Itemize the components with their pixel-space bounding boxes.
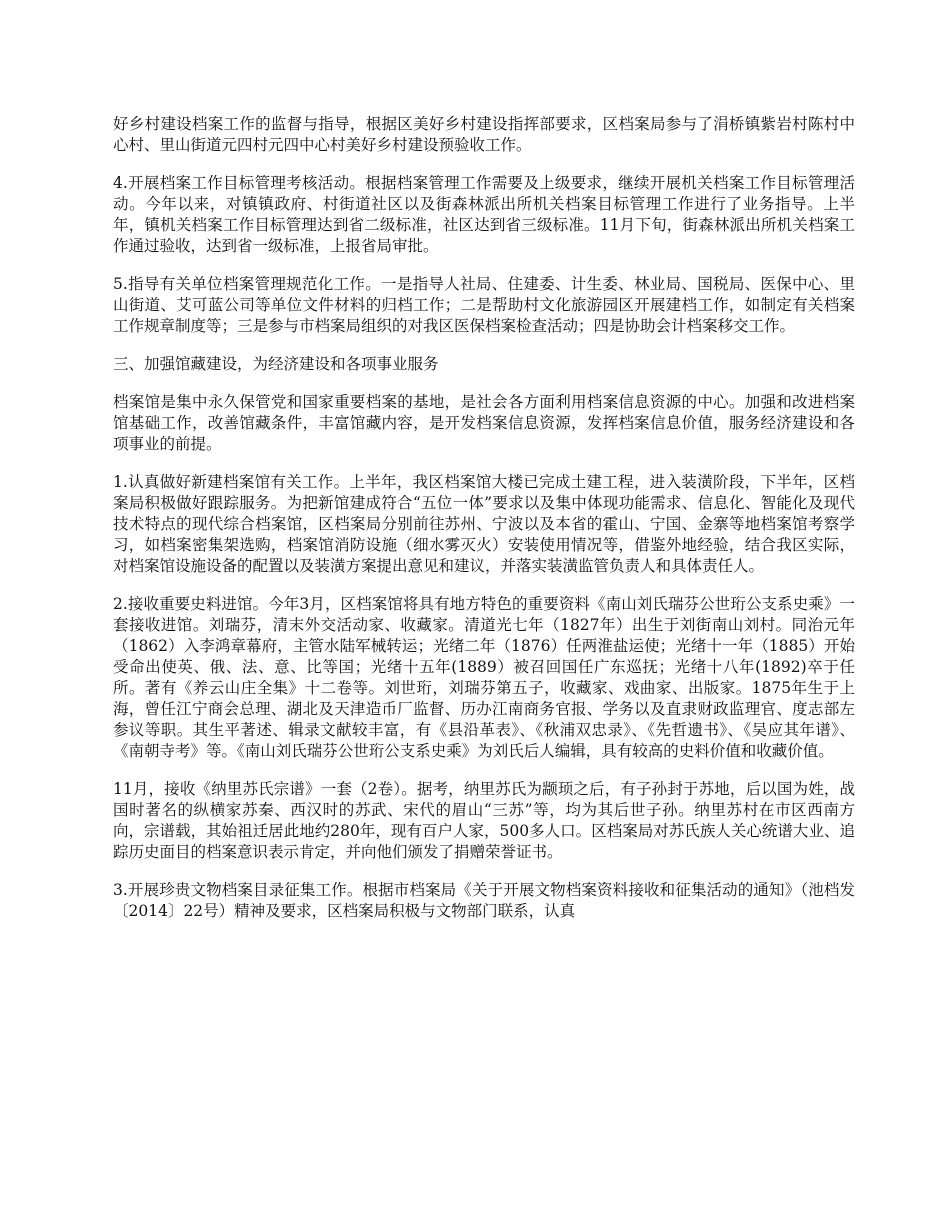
section-heading: 三、加强馆藏建设，为经济建设和各项事业服务	[113, 355, 439, 373]
paragraph-standardization: 5.指导有关单位档案管理规范化工作。一是指导人社局、住建委、计生委、林业局、国税局、医保中心、里山街道、艾可蓝公司等单位文件材料的归档工作；二是帮助村文化旅游园区开展建档工作，如制定有关档案工作规章制度等；三是参与市档案局组织的对我区医保档案检查活动；四是协助会计档案移交工作。	[113, 275, 855, 335]
paragraph-relics-catalog: 3.开展珍贵文物档案目录征集工作。根据市档案局《关于开展文物档案资料接收和征集活动的通知》（池档发〔2014〕22号）精神及要求，区档案局积极与文物部门联系，认真	[113, 881, 855, 920]
paragraph-target-management: 4.开展档案工作目标管理考核活动。根据档案管理工作需要及上级要求，继续开展机关档案工作目标管理活动。今年以来，对镇镇政府、村街道社区以及街森林派出所机关档案目标管理工作进行了业务指导。上半年，镇机关档案工作目标管理达到省二级标准，社区达到省三级标准。11月下旬，街森林派出所机关档案工作通过验收，达到省一级标准，上报省局审批。	[113, 174, 855, 255]
paragraph-archive-intro: 档案馆是集中永久保管党和国家重要档案的基地，是社会各方面利用档案信息资源的中心。加强和改进档案馆基础工作，改善馆藏条件，丰富馆藏内容，是开发档案信息资源，发挥档案信息价值，服务经济建设和各项事业的前提。	[113, 393, 855, 453]
document-body	[113, 114, 855, 939]
paragraph-historical-materials: 2.接收重要史料进馆。今年3月，区档案馆将具有地方特色的重要资料《南山刘氏瑞芬公世珩公支系史乘》一套接收进馆。刘瑞芬，清末外交活动家、收藏家。清道光七年（1827年）出生于刘街南山刘村。同治元年（1862）入李鸿章幕府，主管水陆军械转运；光绪二年（1876）任两淮盐运使；光绪十一年（1885）开始受命出使英、俄、法、意、比等国；光绪十五年(1889）被召回国任广东巡抚；光绪十八年(1892)卒于任所。著有《养云山庄全集》十二卷等。刘世珩，刘瑞芬第五子，收藏家、戏曲家、出版家。1875年生于上海，曾任江宁商会总理、湖北及天津造币厂监督、历办江南商务官报、学务以及直隶财政监理官、度志部左参议等职。其生平著述、辑录文献较丰富，有《县沿革表》、《秋浦双忠录》、《先哲遗书》、《吴应其年谱》、《南朝寺考》等。《南山刘氏瑞芬公世珩公支系史乘》为刘氏后人编辑，具有较高的史料价值和收藏价值。	[113, 595, 855, 760]
paragraph-genealogy: 11月，接收《纳里苏氏宗谱》一套（2卷）。据考，纳里苏氏为颛顼之后，有子孙封于苏地，后以国为姓，战国时著名的纵横家苏秦、西汉时的苏武、宋代的眉山“三苏”等，均为其后世子孙。纳里苏村在市区西南方向，宗谱载，其始祖迁居此地约280年，现有百户人家，500多人口。区档案局对苏氏族人关心统谱大业、追踪历史面目的档案意识表示肯定，并向他们颁发了捐赠荣誉证书。	[113, 780, 855, 861]
paragraph-rural-archives: 好乡村建设档案工作的监督与指导，根据区美好乡村建设指挥部要求，区档案局参与了涓桥镇紫岩村陈村中心村、里山街道元四村元四中心村美好乡村建设预验收工作。	[113, 115, 855, 154]
paragraph-new-archive-building: 1.认真做好新建档案馆有关工作。上半年，我区档案馆大楼已完成土建工程，进入装潢阶段，下半年，区档案局积极做好跟踪服务。为把新馆建成符合“五位一体”要求以及集中体现功能需求、信息化、智能化及现代技术特点的现代综合档案馆，区档案局分别前往苏州、宁波以及本省的霍山、宁国、金寨等地档案馆考察学习，如档案密集架选购，档案馆消防设施（细水雾灭火）安装使用情况等，借鉴外地经验，结合我区实际，对档案馆设施设备的配置以及装潢方案提出意见和建议，并落实装潢监管负责人和具体责任人。	[113, 473, 855, 575]
